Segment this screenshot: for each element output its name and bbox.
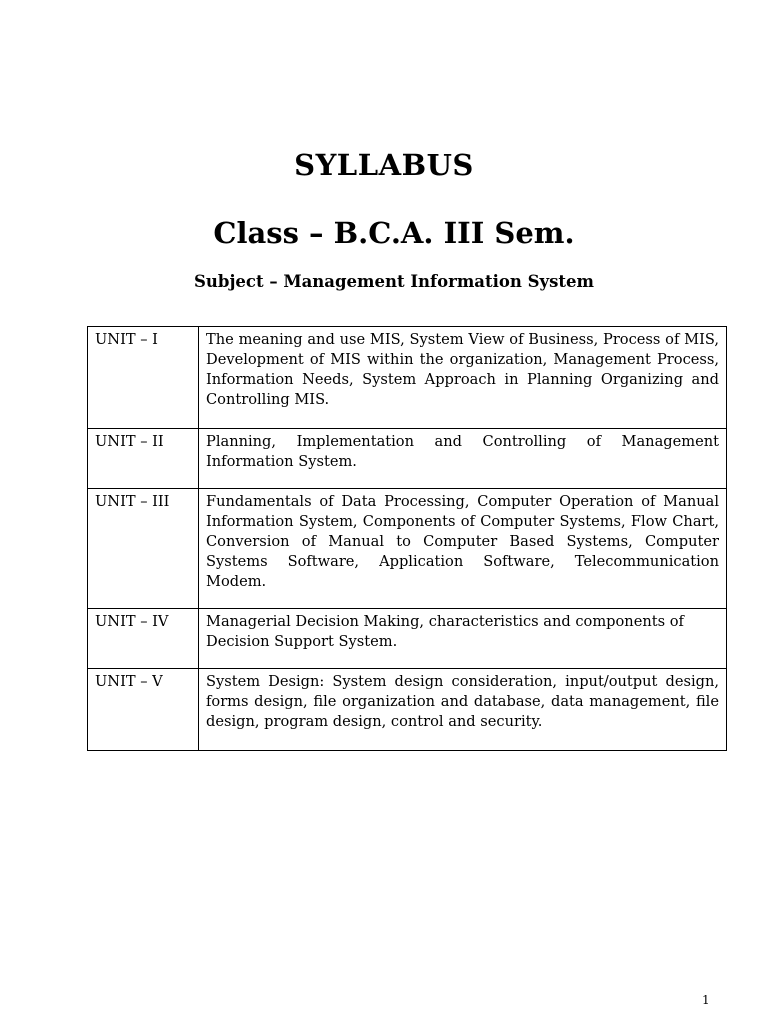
table-row <box>88 609 727 669</box>
table-row <box>88 489 727 609</box>
unit-label: UNIT – V <box>88 669 199 751</box>
unit-label: UNIT – IV <box>88 609 199 669</box>
table-row <box>88 327 727 429</box>
unit-content: The meaning and use MIS, System View of Business, Process of MIS, Development of MIS within the organization, Management Process, Information Needs, System Approach in Planning Organizing and Controlling MIS. <box>199 327 727 429</box>
unit-content: Fundamentals of Data Processing, Computer Operation of Manual Information System, Components of Computer Systems, Flow Chart, Conversion of Manual to Computer Based Systems, Computer Systems Software, Application Software, Telecommunication Modem. <box>199 489 727 609</box>
unit-label: UNIT – II <box>88 429 199 489</box>
page-title: SYLLABUS <box>294 148 474 182</box>
subject-heading: Subject – Management Information System <box>194 272 594 291</box>
unit-content: Managerial Decision Making, characteristics and components of Decision Support System. <box>199 609 727 669</box>
table-row <box>88 669 727 751</box>
unit-content: Planning, Implementation and Controlling of Management Information System. <box>199 429 727 489</box>
syllabus-table <box>87 326 727 751</box>
class-heading: Class – B.C.A. III Sem. <box>213 216 575 250</box>
unit-content: System Design: System design consideration, input/output design, forms design, file organization and database, data management, file design, program design, control and security. <box>199 669 727 751</box>
unit-label: UNIT – III <box>88 489 199 609</box>
page-number: 1 <box>702 993 710 1007</box>
unit-label: UNIT – I <box>88 327 199 429</box>
table-row <box>88 429 727 489</box>
